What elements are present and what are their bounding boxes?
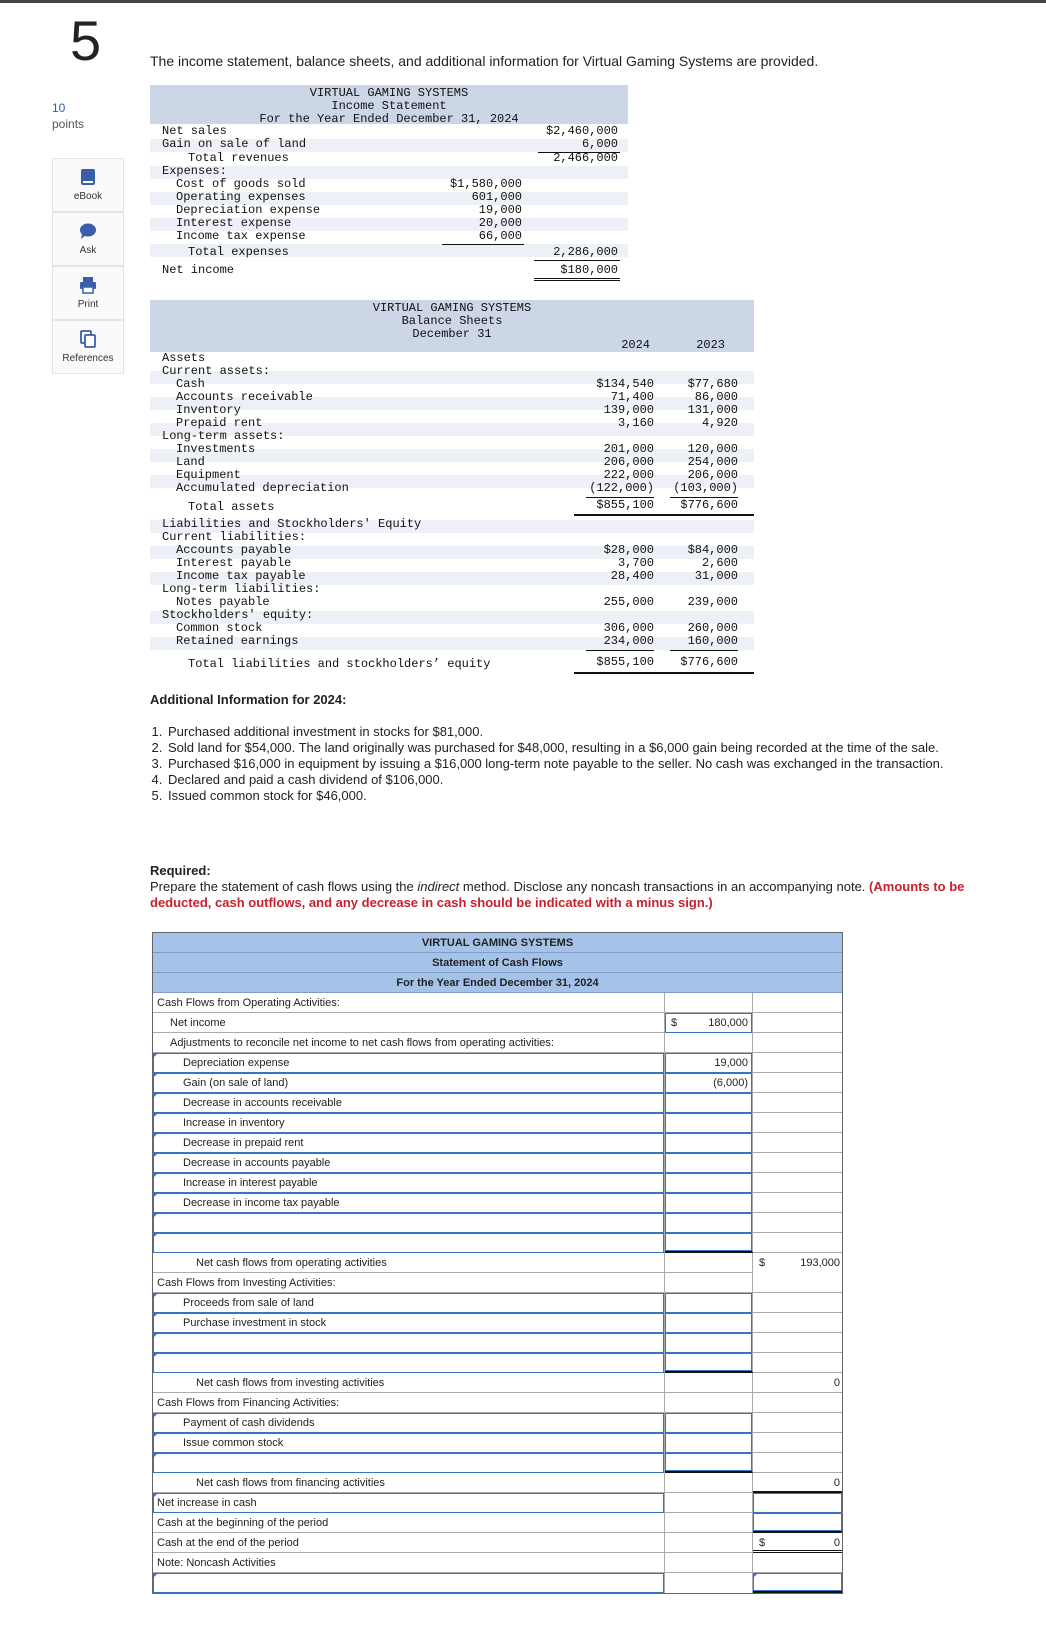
bs-current-assets-label: Current assets: [162,364,271,378]
scf-purchase-input[interactable] [665,1313,753,1333]
bs-lt-liab-label: Long-term liabilities: [162,582,321,596]
bs-total-le-2023: $776,600 [680,655,738,669]
bs-retained-earnings-2024: 234,000 [603,634,654,648]
scf-net-increase-label[interactable] [153,1493,665,1513]
bs-current-liab-label: Current liabilities: [162,530,307,544]
bs-accum-dep-label: Accumulated depreciation [176,481,349,495]
bs-year-2023: 2023 [696,338,725,352]
copy-pages-icon [80,330,96,348]
scf-net-increase-input[interactable] [753,1493,842,1513]
table-row [153,1573,842,1593]
is-opex: 601,000 [471,190,522,204]
bs-cash-2024: $134,540 [596,377,654,391]
scf-tax-payable-label-text: Decrease in income tax payable [183,1197,340,1209]
scf-issue-stock-label-text: Issue common stock [183,1437,284,1449]
table-row [153,1373,842,1393]
bs-tax-payable-label: Income tax payable [176,569,306,583]
table-row [153,1353,842,1373]
references-button[interactable] [52,320,124,374]
scf-title-3: For the Year Ended December 31, 2024 [153,973,842,993]
bs-prepaid-2023: 4,920 [701,416,738,430]
list-item: 5. Issued common stock for $46,000. [166,788,980,804]
bs-interest-payable-2023: 2,600 [701,556,738,570]
bs-investments-label: Investments [176,442,256,456]
scf-ap-label[interactable] [153,1153,665,1173]
required-text-1: Prepare the statement of cash flows using the [150,879,418,894]
required-red-instruction: (Amounts to be deducted, cash outflows, and any decrease in cash should be indicated with a minus sign.) [150,879,965,910]
is-tax: 66,000 [478,229,522,243]
bs-prepaid-2024: 3,160 [617,416,654,430]
table-row [153,1313,842,1333]
currency-symbol: $ [759,1537,766,1549]
is-total-revenues-label: Total revenues [188,151,289,165]
bs-total-assets-2024: $855,100 [596,498,654,512]
book-icon [80,168,96,186]
scf-net-fin-value: 0 [753,1473,842,1493]
is-net-income-label: Net income [162,263,235,277]
scf-net-fin-label: Net cash flows from financing activities [153,1473,665,1493]
required-text-2: method. Disclose any noncash transactions in an accompanying note. [459,879,870,894]
ask-button[interactable] [52,212,124,266]
bs-accum-dep-2023: (103,000) [673,481,738,495]
scf-inventory-label-text: Increase in inventory [183,1117,285,1129]
top-border [0,0,1046,3]
bs-total-assets-label: Total assets [188,500,275,514]
scf-op-blank-label-2[interactable] [153,1233,665,1253]
scf-tax-payable-input[interactable] [665,1193,753,1213]
list-item: 2. Sold land for $54,000. The land originally was purchased for $48,000, resulting in a $6,000 gain being recorded at the time of the sale. [166,740,980,756]
table-row [153,1273,842,1293]
bs-notes-2024: 255,000 [603,595,654,609]
bs-equipment-2024: 222,000 [603,468,654,482]
is-cogs: $1,580,000 [449,177,522,191]
scf-fin-header: Cash Flows from Financing Activities: [153,1393,665,1413]
additional-info-list [150,724,980,804]
is-net-income: $180,000 [560,263,618,277]
bs-retained-earnings-label: Retained earnings [176,634,299,648]
scf-net-increase-label-text: Net increase in cash [157,1497,257,1509]
bs-assets-label: Assets [162,351,206,365]
scf-cash-end-label: Cash at the end of the period [153,1533,665,1553]
scf-net-inv-label: Net cash flows from investing activities [153,1373,665,1393]
scf-purchase-label-text: Purchase investment in stock [183,1317,327,1329]
scf-ar-label-text: Decrease in accounts receivable [183,1097,342,1109]
bs-total-assets-2023: $776,600 [680,498,738,512]
points-value: 10 [52,101,66,115]
scf-note-noncash-input[interactable] [753,1573,842,1593]
scf-net-income-input[interactable] [665,1013,753,1033]
is-interest-label: Interest expense [176,216,292,230]
scf-cash-begin-label: Cash at the beginning of the period [153,1513,665,1533]
bs-inventory-2024: 139,000 [603,403,654,417]
scf-proceeds-label-text: Proceeds from sale of land [183,1297,314,1309]
bs-title-1: VIRTUAL GAMING SYSTEMS [372,301,532,315]
is-total-expenses-label: Total expenses [188,245,289,259]
scf-ap-input[interactable] [665,1153,753,1173]
bs-notes-2023: 239,000 [687,595,738,609]
scf-inv-blank-input-2[interactable] [665,1353,753,1373]
bs-ap-2023: $84,000 [687,543,738,557]
print-button[interactable] [52,266,124,320]
table-row [153,993,842,1013]
scf-inv-blank-input-1[interactable] [665,1333,753,1353]
bs-land-2023: 254,000 [687,455,738,469]
bs-interest-payable-label: Interest payable [176,556,292,570]
required-title: Required: [150,863,211,878]
table-row [153,1033,842,1053]
scf-proceeds-input[interactable] [665,1293,753,1313]
table-row [153,1113,842,1133]
bs-tax-payable-2023: 31,000 [694,569,738,583]
scf-inv-header: Cash Flows from Investing Activities: [153,1273,665,1293]
scf-op-blank-input-1[interactable] [665,1213,753,1233]
bs-se-label: Stockholders' equity: [162,608,314,622]
scf-op-blank-input-2[interactable] [665,1233,753,1253]
bs-lt-assets-label: Long-term assets: [162,429,285,443]
scf-dep-input[interactable]: 19,000 [665,1053,753,1073]
sidebar [52,158,124,374]
is-tax-label: Income tax expense [176,229,306,243]
bs-investments-2024: 201,000 [603,442,654,456]
chat-bubble-icon [79,222,97,240]
scf-ar-input[interactable] [665,1093,753,1113]
is-total-expenses: 2,286,000 [553,245,618,259]
ebook-label: eBook [73,191,103,202]
scf-purchase-label[interactable] [153,1313,665,1333]
bs-equipment-2023: 206,000 [687,468,738,482]
scf-interest-payable-input[interactable] [665,1173,753,1193]
scf-prepaid-input[interactable] [665,1133,753,1153]
bs-cash-label: Cash [176,377,205,391]
bs-retained-earnings-2023: 160,000 [687,634,738,648]
table-row [153,1233,842,1253]
table-row [153,1393,842,1413]
scf-issue-stock-input[interactable] [665,1433,753,1453]
bs-tax-payable-2024: 28,400 [610,569,654,583]
scf-inv-blank-label-1[interactable] [153,1333,665,1353]
additional-info-title: Additional Information for 2024: [150,692,347,707]
required-text-italic: indirect [417,879,460,894]
bs-ar-2023: 86,000 [694,390,738,404]
scf-op-header: Cash Flows from Operating Activities: [153,993,665,1013]
table-row [153,1153,842,1173]
is-gain: 6,000 [581,137,618,151]
scf-note-noncash-label[interactable] [153,1573,665,1593]
currency-symbol: $ [671,1017,678,1029]
required-text [150,879,990,911]
scf-fin-blank-input-1[interactable] [665,1453,753,1473]
scf-proceeds-label[interactable] [153,1293,665,1313]
table-row [153,1013,842,1033]
bs-notes-label: Notes payable [176,595,270,609]
table-row [153,1473,842,1493]
bs-title-2: Balance Sheets [401,314,503,328]
table-row [153,1073,842,1093]
scf-cash-end-value-text: 0 [833,1537,840,1549]
is-cogs-label: Cost of goods sold [176,177,306,191]
scf-gain-input[interactable]: (6,000) [665,1073,753,1093]
scf-title-2: Statement of Cash Flows [153,953,842,973]
scf-dep-label[interactable] [153,1053,665,1073]
bs-interest-payable-2024: 3,700 [617,556,654,570]
intro-text: The income statement, balance sheets, and additional information for Virtual Gaming Systems are provided. [150,53,819,69]
list-item: 3. Purchased $16,000 in equipment by issuing a $16,000 long-term note payable to the seller. No cash was exchanged in the transaction. [166,756,980,772]
is-opex-label: Operating expenses [176,190,306,204]
bs-year-2024: 2024 [621,338,650,352]
is-expenses-label: Expenses: [162,164,227,178]
scf-net-op-value-text: 193,000 [800,1257,840,1269]
table-row [153,1513,842,1533]
is-net-sales-label: Net sales [162,124,227,138]
list-item: 1. Purchased additional investment in stocks for $81,000. [166,724,980,740]
is-title-3: For the Year Ended December 31, 2024 [259,112,519,126]
scf-note-label: Note: Noncash Activities [153,1553,665,1573]
table-row [153,1213,842,1233]
scf-op-blank-label-1[interactable] [153,1213,665,1233]
points-label: points [52,117,85,131]
scf-prepaid-label-text: Decrease in prepaid rent [183,1137,304,1149]
is-dep: 19,000 [478,203,522,217]
scf-cash-end-value [753,1533,842,1553]
table-row [153,1533,842,1553]
bs-ar-label: Accounts receivable [176,390,313,404]
scf-inventory-label[interactable] [153,1113,665,1133]
bs-total-le-label: Total liabilities and stockholders’ equity [188,657,491,671]
scf-dividends-label-text: Payment of cash dividends [183,1417,315,1429]
bs-accum-dep-2024: (122,000) [589,481,654,495]
bs-land-2024: 206,000 [603,455,654,469]
table-row [153,1553,842,1573]
scf-ar-label[interactable] [153,1093,665,1113]
bs-inventory-label: Inventory [176,403,241,417]
is-title-2: Income Statement [331,99,447,113]
scf-gain-label[interactable] [153,1073,665,1093]
bs-investments-2023: 120,000 [687,442,738,456]
bs-ap-label: Accounts payable [176,543,292,557]
scf-dividends-input[interactable] [665,1413,753,1433]
is-total-revenues: 2,466,000 [553,151,618,165]
table-row [153,1093,842,1113]
scf-dividends-label[interactable] [153,1413,665,1433]
bs-inventory-2023: 131,000 [687,403,738,417]
list-item: 4. Declared and paid a cash dividend of $106,000. [166,772,980,788]
table-row [153,1193,842,1213]
cash-flow-statement [152,932,843,1594]
scf-net-op-label: Net cash flows from operating activities [153,1253,665,1273]
table-row [153,1173,842,1193]
is-title-1: VIRTUAL GAMING SYSTEMS [309,86,469,100]
scf-ap-label-text: Decrease in accounts payable [183,1157,331,1169]
bs-ar-2024: 71,400 [610,390,654,404]
table-row [153,1053,842,1073]
scf-issue-stock-label[interactable] [153,1433,665,1453]
points-info [52,100,84,132]
scf-adjustments-label: Adjustments to reconcile net income to net cash flows from operating activities: [153,1033,665,1053]
bs-cash-2023: $77,680 [687,377,738,391]
table-row [153,1453,842,1473]
scf-tax-payable-label[interactable] [153,1193,665,1213]
ebook-button[interactable] [52,158,124,212]
scf-interest-payable-label[interactable] [153,1173,665,1193]
is-dep-label: Depreciation expense [176,203,321,217]
table-row [153,1333,842,1353]
bs-equipment-label: Equipment [176,468,241,482]
scf-net-income-value: 180,000 [708,1017,748,1029]
bs-title-3: December 31 [412,327,492,341]
table-row [153,1133,842,1153]
scf-net-inv-value: 0 [833,1377,840,1389]
scf-interest-payable-label-text: Increase in interest payable [183,1177,318,1189]
bs-common-stock-label: Common stock [176,621,263,635]
scf-title-1: VIRTUAL GAMING SYSTEMS [153,933,842,953]
scf-net-op-value [753,1253,842,1273]
bs-prepaid-label: Prepaid rent [176,416,263,430]
bs-common-stock-2024: 306,000 [603,621,654,635]
table-row [153,1433,842,1453]
scf-fin-blank-label-1[interactable] [153,1453,665,1473]
scf-inventory-input[interactable] [665,1113,753,1133]
table-row [153,1253,842,1273]
bs-common-stock-2023: 260,000 [687,621,738,635]
currency-symbol: $ [759,1257,766,1269]
scf-net-income-label: Net income [153,1013,665,1033]
bs-liab-equity-label: Liabilities and Stockholders' Equity [162,517,422,531]
table-row [153,1413,842,1433]
scf-prepaid-label[interactable] [153,1133,665,1153]
bs-ap-2024: $28,000 [603,543,654,557]
bs-land-label: Land [176,455,205,469]
scf-dep-label-text: Depreciation expense [183,1057,290,1069]
bs-total-le-2024: $855,100 [596,655,654,669]
ask-label: Ask [79,245,97,256]
references-label: References [62,353,114,364]
scf-inv-blank-label-2[interactable] [153,1353,665,1373]
printer-icon [79,276,97,294]
question-number: 5 [70,9,102,72]
table-row [153,1493,842,1513]
is-interest: 20,000 [478,216,522,230]
table-row [153,1293,842,1313]
is-gain-label: Gain on sale of land [162,137,307,151]
print-label: Print [77,299,99,310]
scf-gain-label-text: Gain (on sale of land) [183,1077,289,1089]
scf-cash-begin-input[interactable] [753,1513,842,1533]
is-net-sales: $2,460,000 [545,124,618,138]
